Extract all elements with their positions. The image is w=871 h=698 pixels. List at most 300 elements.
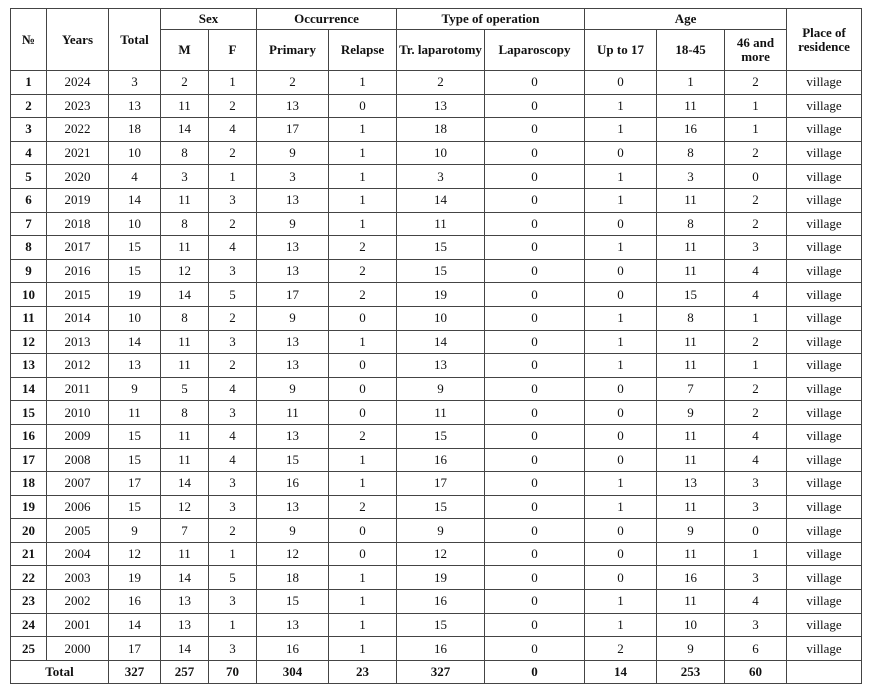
age-46-and-more-cell: 2 (725, 71, 787, 95)
year-cell: 2001 (47, 613, 109, 637)
year-cell: 2006 (47, 495, 109, 519)
header-female: F (209, 30, 257, 71)
male-cell: 11 (161, 236, 209, 260)
header-number: № (11, 9, 47, 71)
age-up-to-17-cell: 0 (585, 401, 657, 425)
female-cell: 2 (209, 94, 257, 118)
tr-laparotomy-cell: 16 (397, 637, 485, 661)
female-cell: 3 (209, 188, 257, 212)
laparoscopy-cell: 0 (485, 566, 585, 590)
age-46-and-more-cell: 0 (725, 165, 787, 189)
age-46-and-more-cell: 3 (725, 472, 787, 496)
laparoscopy-cell: 0 (485, 306, 585, 330)
age-up-to-17-cell: 1 (585, 118, 657, 142)
male-cell: 14 (161, 637, 209, 661)
table-row (11, 165, 862, 189)
place-of-residence-cell: village (787, 330, 862, 354)
age-46-and-more-cell: 1 (725, 306, 787, 330)
total-cell: 15 (109, 495, 161, 519)
female-cell: 4 (209, 118, 257, 142)
row-number-cell: 17 (11, 448, 47, 472)
age-46-and-more-cell: 1 (725, 354, 787, 378)
male-cell: 14 (161, 283, 209, 307)
header-tr-laparotomy: Tr. laparotomy (397, 30, 485, 71)
laparoscopy-cell: 0 (485, 283, 585, 307)
age-18-45-cell: 10 (657, 613, 725, 637)
laparoscopy-cell: 0 (485, 401, 585, 425)
age-46-and-more-cell: 1 (725, 94, 787, 118)
age-18-45-cell: 8 (657, 141, 725, 165)
header-total: Total (109, 9, 161, 71)
relapse-cell: 1 (329, 141, 397, 165)
age-46-and-more-cell: 1 (725, 118, 787, 142)
place-of-residence-cell: village (787, 542, 862, 566)
place-of-residence-cell: village (787, 424, 862, 448)
male-cell: 11 (161, 448, 209, 472)
relapse-cell: 1 (329, 566, 397, 590)
total-cell: 10 (109, 212, 161, 236)
row-number-cell: 11 (11, 306, 47, 330)
laparoscopy-cell: 0 (485, 94, 585, 118)
male-cell: 2 (161, 71, 209, 95)
age-46-and-more-cell: 4 (725, 283, 787, 307)
table-row (11, 306, 862, 330)
header-years: Years (47, 9, 109, 71)
female-cell: 1 (209, 542, 257, 566)
row-number-cell: 3 (11, 118, 47, 142)
table-row (11, 212, 862, 236)
table-row (11, 472, 862, 496)
laparoscopy-cell: 0 (485, 472, 585, 496)
age-18-45-cell: 15 (657, 283, 725, 307)
table-row (11, 542, 862, 566)
tr-laparotomy-cell: 10 (397, 141, 485, 165)
place-of-residence-cell: village (787, 354, 862, 378)
age-up-to-17-cell: 1 (585, 472, 657, 496)
male-cell: 8 (161, 401, 209, 425)
laparoscopy-cell: 0 (485, 330, 585, 354)
year-cell: 2015 (47, 283, 109, 307)
relapse-cell: 1 (329, 448, 397, 472)
table-row (11, 637, 862, 661)
age-up-to-17-cell: 1 (585, 94, 657, 118)
age-46-and-more-cell: 3 (725, 613, 787, 637)
table-row (11, 354, 862, 378)
year-cell: 2017 (47, 236, 109, 260)
header-up-to-17: Up to 17 (585, 30, 657, 71)
totals-cell: 0 (485, 660, 585, 683)
totals-label: Total (11, 660, 109, 683)
totals-cell: 23 (329, 660, 397, 683)
header-male: M (161, 30, 209, 71)
year-cell: 2020 (47, 165, 109, 189)
age-46-and-more-cell: 4 (725, 259, 787, 283)
tr-laparotomy-cell: 11 (397, 401, 485, 425)
table-row (11, 283, 862, 307)
age-up-to-17-cell: 0 (585, 448, 657, 472)
laparoscopy-cell: 0 (485, 118, 585, 142)
row-number-cell: 9 (11, 259, 47, 283)
relapse-cell: 1 (329, 118, 397, 142)
age-46-and-more-cell: 4 (725, 590, 787, 614)
relapse-cell: 1 (329, 71, 397, 95)
primary-cell: 13 (257, 94, 329, 118)
primary-cell: 3 (257, 165, 329, 189)
female-cell: 4 (209, 236, 257, 260)
cases-table (10, 8, 862, 684)
row-number-cell: 25 (11, 637, 47, 661)
relapse-cell: 0 (329, 519, 397, 543)
place-of-residence-cell: village (787, 283, 862, 307)
place-of-residence-cell: village (787, 259, 862, 283)
primary-cell: 2 (257, 71, 329, 95)
female-cell: 1 (209, 165, 257, 189)
place-of-residence-cell: village (787, 448, 862, 472)
total-cell: 9 (109, 377, 161, 401)
relapse-cell: 0 (329, 401, 397, 425)
table-row (11, 401, 862, 425)
age-up-to-17-cell: 0 (585, 141, 657, 165)
totals-cell: 257 (161, 660, 209, 683)
primary-cell: 13 (257, 236, 329, 260)
age-18-45-cell: 1 (657, 71, 725, 95)
female-cell: 2 (209, 306, 257, 330)
male-cell: 13 (161, 590, 209, 614)
total-cell: 9 (109, 519, 161, 543)
year-cell: 2008 (47, 448, 109, 472)
place-of-residence-cell: village (787, 118, 862, 142)
female-cell: 5 (209, 283, 257, 307)
year-cell: 2005 (47, 519, 109, 543)
primary-cell: 17 (257, 283, 329, 307)
male-cell: 11 (161, 542, 209, 566)
tr-laparotomy-cell: 2 (397, 71, 485, 95)
row-number-cell: 14 (11, 377, 47, 401)
female-cell: 3 (209, 259, 257, 283)
total-cell: 10 (109, 141, 161, 165)
year-cell: 2004 (47, 542, 109, 566)
age-18-45-cell: 11 (657, 542, 725, 566)
tr-laparotomy-cell: 19 (397, 283, 485, 307)
place-of-residence-cell: village (787, 306, 862, 330)
laparoscopy-cell: 0 (485, 495, 585, 519)
header-primary: Primary (257, 30, 329, 71)
total-cell: 14 (109, 188, 161, 212)
primary-cell: 9 (257, 519, 329, 543)
row-number-cell: 19 (11, 495, 47, 519)
total-cell: 14 (109, 613, 161, 637)
totals-row (11, 660, 862, 683)
total-cell: 15 (109, 236, 161, 260)
age-18-45-cell: 9 (657, 519, 725, 543)
relapse-cell: 1 (329, 637, 397, 661)
header-relapse: Relapse (329, 30, 397, 71)
age-18-45-cell: 8 (657, 212, 725, 236)
female-cell: 3 (209, 590, 257, 614)
age-46-and-more-cell: 6 (725, 637, 787, 661)
year-cell: 2016 (47, 259, 109, 283)
primary-cell: 9 (257, 377, 329, 401)
age-46-and-more-cell: 4 (725, 448, 787, 472)
year-cell: 2019 (47, 188, 109, 212)
age-up-to-17-cell: 0 (585, 519, 657, 543)
female-cell: 4 (209, 377, 257, 401)
age-46-and-more-cell: 3 (725, 566, 787, 590)
table-row (11, 590, 862, 614)
laparoscopy-cell: 0 (485, 613, 585, 637)
relapse-cell: 0 (329, 354, 397, 378)
year-cell: 2023 (47, 94, 109, 118)
age-18-45-cell: 11 (657, 424, 725, 448)
total-cell: 11 (109, 401, 161, 425)
relapse-cell: 2 (329, 495, 397, 519)
table-row (11, 188, 862, 212)
row-number-cell: 22 (11, 566, 47, 590)
female-cell: 1 (209, 613, 257, 637)
totals-cell (787, 660, 862, 683)
age-up-to-17-cell: 2 (585, 637, 657, 661)
laparoscopy-cell: 0 (485, 448, 585, 472)
tr-laparotomy-cell: 3 (397, 165, 485, 189)
laparoscopy-cell: 0 (485, 141, 585, 165)
place-of-residence-cell: village (787, 613, 862, 637)
primary-cell: 13 (257, 613, 329, 637)
relapse-cell: 2 (329, 424, 397, 448)
male-cell: 11 (161, 424, 209, 448)
total-cell: 13 (109, 354, 161, 378)
age-46-and-more-cell: 2 (725, 141, 787, 165)
tr-laparotomy-cell: 15 (397, 613, 485, 637)
table-row (11, 236, 862, 260)
age-up-to-17-cell: 0 (585, 283, 657, 307)
age-up-to-17-cell: 0 (585, 259, 657, 283)
row-number-cell: 1 (11, 71, 47, 95)
tr-laparotomy-cell: 15 (397, 259, 485, 283)
place-of-residence-cell: village (787, 94, 862, 118)
laparoscopy-cell: 0 (485, 259, 585, 283)
tr-laparotomy-cell: 9 (397, 519, 485, 543)
primary-cell: 13 (257, 259, 329, 283)
tr-laparotomy-cell: 14 (397, 330, 485, 354)
row-number-cell: 15 (11, 401, 47, 425)
header-laparoscopy: Laparoscopy (485, 30, 585, 71)
place-of-residence-cell: village (787, 590, 862, 614)
year-cell: 2011 (47, 377, 109, 401)
female-cell: 3 (209, 472, 257, 496)
total-cell: 17 (109, 637, 161, 661)
laparoscopy-cell: 0 (485, 354, 585, 378)
age-18-45-cell: 11 (657, 188, 725, 212)
female-cell: 5 (209, 566, 257, 590)
total-cell: 4 (109, 165, 161, 189)
header-18-45: 18-45 (657, 30, 725, 71)
age-46-and-more-cell: 2 (725, 401, 787, 425)
relapse-cell: 1 (329, 613, 397, 637)
age-18-45-cell: 11 (657, 259, 725, 283)
female-cell: 4 (209, 448, 257, 472)
age-18-45-cell: 16 (657, 118, 725, 142)
age-18-45-cell: 11 (657, 448, 725, 472)
table-row (11, 566, 862, 590)
female-cell: 3 (209, 495, 257, 519)
male-cell: 7 (161, 519, 209, 543)
primary-cell: 12 (257, 542, 329, 566)
total-cell: 19 (109, 283, 161, 307)
female-cell: 2 (209, 141, 257, 165)
place-of-residence-cell: village (787, 165, 862, 189)
primary-cell: 17 (257, 118, 329, 142)
female-cell: 3 (209, 330, 257, 354)
header-type-of-operation: Type of operation (397, 9, 585, 30)
primary-cell: 9 (257, 141, 329, 165)
female-cell: 2 (209, 519, 257, 543)
tr-laparotomy-cell: 14 (397, 188, 485, 212)
laparoscopy-cell: 0 (485, 236, 585, 260)
female-cell: 1 (209, 71, 257, 95)
place-of-residence-cell: village (787, 472, 862, 496)
year-cell: 2013 (47, 330, 109, 354)
female-cell: 2 (209, 354, 257, 378)
age-18-45-cell: 11 (657, 495, 725, 519)
year-cell: 2003 (47, 566, 109, 590)
table-row (11, 377, 862, 401)
age-up-to-17-cell: 1 (585, 613, 657, 637)
male-cell: 11 (161, 354, 209, 378)
age-up-to-17-cell: 1 (585, 306, 657, 330)
year-cell: 2022 (47, 118, 109, 142)
age-46-and-more-cell: 2 (725, 188, 787, 212)
age-18-45-cell: 11 (657, 590, 725, 614)
tr-laparotomy-cell: 19 (397, 566, 485, 590)
male-cell: 11 (161, 188, 209, 212)
male-cell: 5 (161, 377, 209, 401)
female-cell: 4 (209, 424, 257, 448)
year-cell: 2009 (47, 424, 109, 448)
laparoscopy-cell: 0 (485, 519, 585, 543)
tr-laparotomy-cell: 16 (397, 590, 485, 614)
place-of-residence-cell: village (787, 495, 862, 519)
age-18-45-cell: 9 (657, 401, 725, 425)
age-up-to-17-cell: 1 (585, 330, 657, 354)
table-row (11, 71, 862, 95)
relapse-cell: 1 (329, 472, 397, 496)
male-cell: 8 (161, 141, 209, 165)
laparoscopy-cell: 0 (485, 165, 585, 189)
tr-laparotomy-cell: 18 (397, 118, 485, 142)
age-46-and-more-cell: 0 (725, 519, 787, 543)
total-cell: 15 (109, 448, 161, 472)
year-cell: 2012 (47, 354, 109, 378)
relapse-cell: 2 (329, 236, 397, 260)
header-46-and-more: 46 and more (725, 30, 787, 71)
header-occurrence: Occurrence (257, 9, 397, 30)
male-cell: 8 (161, 306, 209, 330)
age-up-to-17-cell: 0 (585, 424, 657, 448)
age-up-to-17-cell: 0 (585, 212, 657, 236)
place-of-residence-cell: village (787, 188, 862, 212)
year-cell: 2021 (47, 141, 109, 165)
year-cell: 2000 (47, 637, 109, 661)
age-46-and-more-cell: 2 (725, 377, 787, 401)
header-place-of-residence: Place of residence (787, 9, 862, 71)
laparoscopy-cell: 0 (485, 188, 585, 212)
age-up-to-17-cell: 0 (585, 566, 657, 590)
relapse-cell: 1 (329, 212, 397, 236)
tr-laparotomy-cell: 9 (397, 377, 485, 401)
primary-cell: 9 (257, 212, 329, 236)
row-number-cell: 13 (11, 354, 47, 378)
total-cell: 10 (109, 306, 161, 330)
row-number-cell: 18 (11, 472, 47, 496)
age-46-and-more-cell: 3 (725, 236, 787, 260)
year-cell: 2010 (47, 401, 109, 425)
table-row (11, 613, 862, 637)
age-up-to-17-cell: 1 (585, 495, 657, 519)
age-18-45-cell: 3 (657, 165, 725, 189)
primary-cell: 18 (257, 566, 329, 590)
male-cell: 3 (161, 165, 209, 189)
row-number-cell: 20 (11, 519, 47, 543)
primary-cell: 11 (257, 401, 329, 425)
male-cell: 12 (161, 259, 209, 283)
total-cell: 19 (109, 566, 161, 590)
row-number-cell: 2 (11, 94, 47, 118)
primary-cell: 9 (257, 306, 329, 330)
place-of-residence-cell: village (787, 71, 862, 95)
table-row (11, 448, 862, 472)
primary-cell: 15 (257, 448, 329, 472)
relapse-cell: 1 (329, 590, 397, 614)
year-cell: 2007 (47, 472, 109, 496)
primary-cell: 16 (257, 637, 329, 661)
totals-cell: 304 (257, 660, 329, 683)
place-of-residence-cell: village (787, 377, 862, 401)
header-sex: Sex (161, 9, 257, 30)
age-18-45-cell: 11 (657, 94, 725, 118)
male-cell: 8 (161, 212, 209, 236)
laparoscopy-cell: 0 (485, 424, 585, 448)
primary-cell: 13 (257, 424, 329, 448)
totals-cell: 253 (657, 660, 725, 683)
age-up-to-17-cell: 1 (585, 354, 657, 378)
row-number-cell: 5 (11, 165, 47, 189)
total-cell: 3 (109, 71, 161, 95)
tr-laparotomy-cell: 13 (397, 94, 485, 118)
laparoscopy-cell: 0 (485, 542, 585, 566)
place-of-residence-cell: village (787, 212, 862, 236)
totals-cell: 60 (725, 660, 787, 683)
age-up-to-17-cell: 1 (585, 590, 657, 614)
male-cell: 11 (161, 94, 209, 118)
female-cell: 2 (209, 212, 257, 236)
age-46-and-more-cell: 2 (725, 330, 787, 354)
age-18-45-cell: 7 (657, 377, 725, 401)
place-of-residence-cell: village (787, 519, 862, 543)
table-row (11, 141, 862, 165)
primary-cell: 13 (257, 330, 329, 354)
relapse-cell: 2 (329, 283, 397, 307)
year-cell: 2024 (47, 71, 109, 95)
table-row (11, 94, 862, 118)
male-cell: 13 (161, 613, 209, 637)
age-46-and-more-cell: 1 (725, 542, 787, 566)
totals-cell: 70 (209, 660, 257, 683)
age-up-to-17-cell: 0 (585, 71, 657, 95)
relapse-cell: 0 (329, 542, 397, 566)
age-18-45-cell: 9 (657, 637, 725, 661)
laparoscopy-cell: 0 (485, 637, 585, 661)
age-46-and-more-cell: 2 (725, 212, 787, 236)
